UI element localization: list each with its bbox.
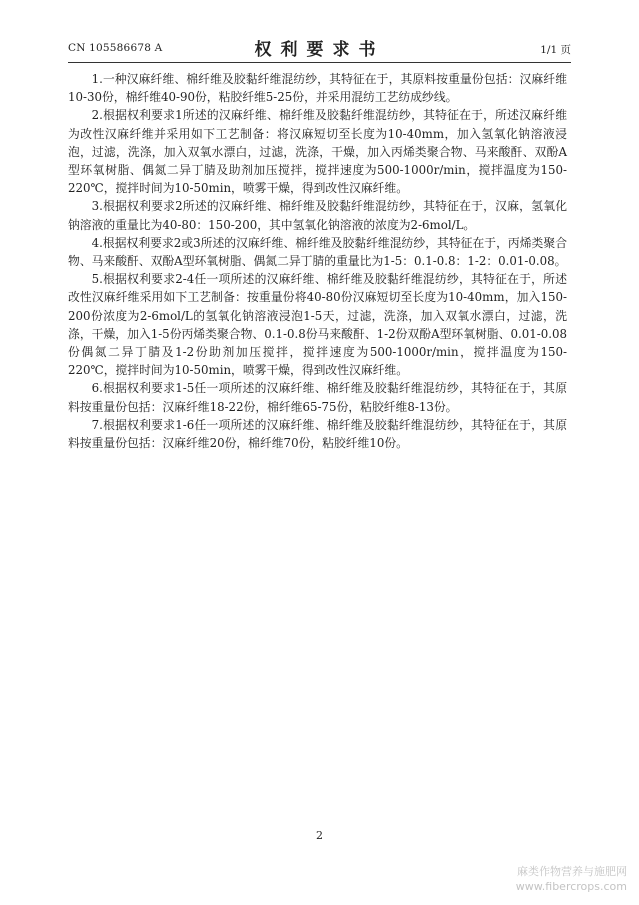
claim-7: 7.根据权利要求1-6任一项所述的汉麻纤维、棉纤维及胶黏纤维混纺纱，其特征在于，其原料按重量份包括：汉麻纤维20份，棉纤维70份，粘胶纤维10份。 <box>68 417 567 451</box>
claim-1: 1.一种汉麻纤维、棉纤维及胶黏纤维混纺纱，其特征在于，其原料按重量份包括：汉麻纤维10-30份，棉纤维40-90份，粘胶纤维5-25份，并采用混纺工艺纺成纱线。 <box>68 72 567 105</box>
claim-3: 3.根据权利要求2所述的汉麻纤维、棉纤维及胶黏纤维混纺纱，其特征在于，汉麻，氢氧化钠溶液的重量比为40-80：150-200，其中氢氧化钠溶液的浓度为2-6mol/L。 <box>68 199 567 232</box>
page-indicator: 1/1 页 <box>540 44 571 56</box>
page-number: 2 <box>316 829 323 842</box>
page-header <box>68 34 571 64</box>
claim-6: 6.根据权利要求1-5任一项所述的汉麻纤维、棉纤维及胶黏纤维混纺纱，其特征在于，其原料按重量份包括：汉麻纤维18-22份，棉纤维65-75份，粘胶纤维8-13份。 <box>68 381 567 414</box>
claims-body <box>68 70 567 452</box>
header-divider <box>68 62 571 63</box>
claim-2: 2.根据权利要求1所述的汉麻纤维、棉纤维及胶黏纤维混纺纱，其特征在于，所述汉麻纤维为改性汉麻纤维并采用如下工艺制备：将汉麻短切至长度为10-40mm，加入氢氧化钠溶液浸泡，过滤，洗涤，加入双氧水漂白，过滤，洗涤，干燥，加入丙烯类聚合物、马来酸酐、双酚A型环氧树脂、偶氮二异丁腈及助剂加压搅拌，搅拌速度为500-1000r/min，搅拌温度为150-220℃，搅拌时间为10-50min，喷雾干燥，得到改性汉麻纤维。 <box>68 108 567 196</box>
document-title: 权利要求书 <box>254 40 385 60</box>
patent-number: CN 105586678 A <box>68 42 163 54</box>
claim-5: 5.根据权利要求2-4任一项所述的汉麻纤维、棉纤维及胶黏纤维混纺纱，其特征在于，所述改性汉麻纤维采用如下工艺制备：按重量份将40-80份汉麻短切至长度为10-40mm，加入150-200份浓度为2-6mol/L的氢氧化钠溶液浸泡1-5天，过滤，洗涤，加入双氧水漂白，过滤，洗涤，干燥，加入1-5份丙烯类聚合物、0.1-0.8份马来酸酐、1-2份双酚A型环氧树脂、0.01-0.08份偶氮二异丁腈及1-2份助剂加压搅拌，搅拌速度为500-1000r/min，搅拌温度为150-220℃，搅拌时间为10-50min，喷雾干燥，得到改性汉麻纤维。 <box>68 272 567 378</box>
watermark-url: www.fibercrops.com <box>515 880 627 893</box>
claim-4: 4.根据权利要求2或3所述的汉麻纤维、棉纤维及胶黏纤维混纺纱，其特征在于，丙烯类聚合物、马来酸酐、双酚A型环氧树脂、偶氮二异丁腈的重量比为1-5：0.1-0.8：1-2：0.01-0.08。 <box>68 235 567 269</box>
watermark-site-name: 麻类作物营养与施肥网 <box>517 865 627 878</box>
watermark <box>516 864 627 894</box>
